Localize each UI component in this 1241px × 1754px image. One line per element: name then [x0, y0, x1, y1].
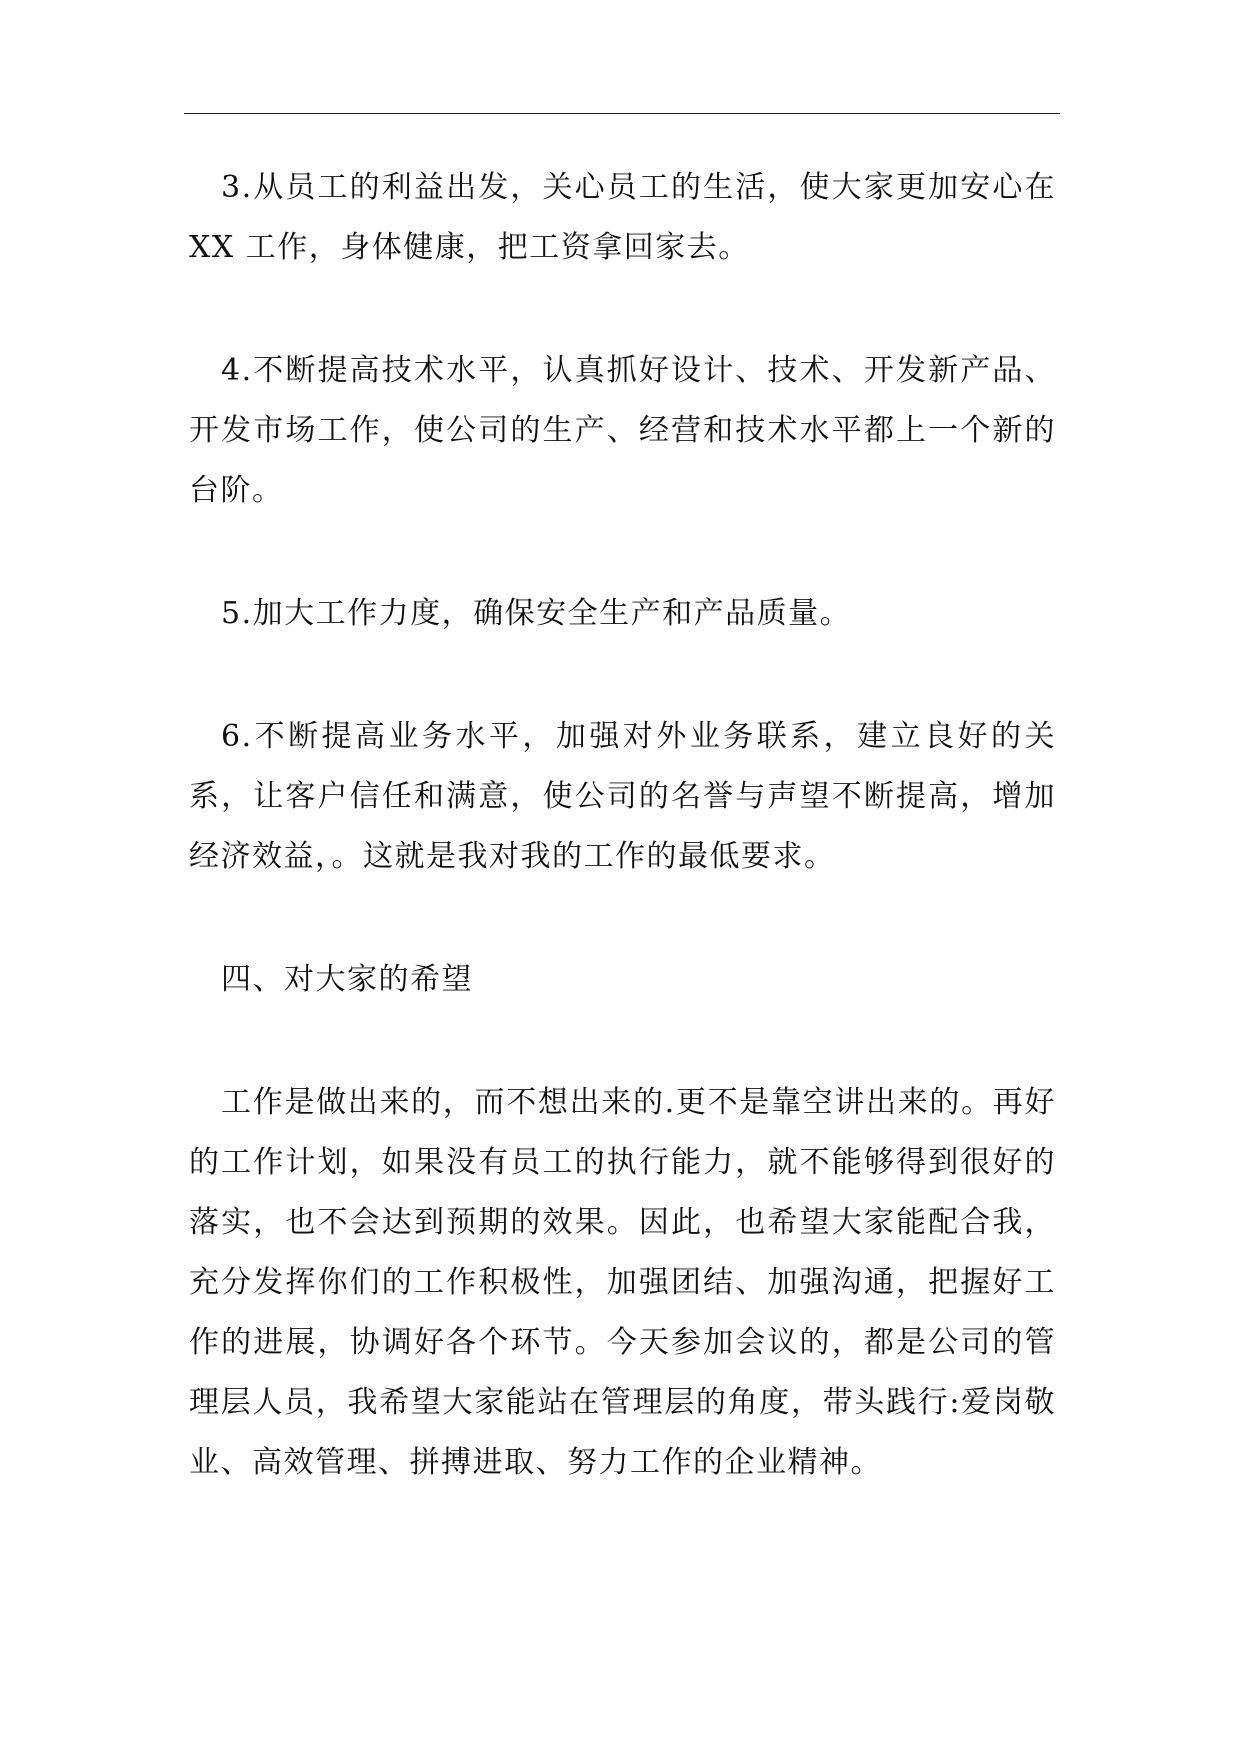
- header-rule: [184, 113, 1060, 114]
- paragraph-item-6: 6.不断提高业务水平，加强对外业务联系，建立良好的关系，让客户信任和满意，使公司的名誉与声望不断提高，增加经济效益，。这就是我对我的工作的最低要求。: [189, 719, 1056, 874]
- section-heading-expectations: 四、对大家的希望: [221, 962, 473, 997]
- paragraph-expectations-body: 工作是做出来的，而不想出来的.更不是靠空讲出来的。再好的工作计划，如果没有员工的执行能力，就不能够得到很好的落实，也不会达到预期的效果。因此，也希望大家能配合我，充分发挥你们的工作积极性，加强团结、加强沟通，把握好工作的进展，协调好各个环节。今天参加会议的，都是公司的管理层人员，我希望大家能站在管理层的角度，带头践行:爱岗敬业、高效管理、拼搏进取、努力工作的企业精神。: [189, 1085, 1056, 1480]
- paragraph-item-5: 5.加大工作力度，确保安全生产和产品质量。: [221, 596, 852, 631]
- paragraph-item-4: 4.不断提高技术水平，认真抓好设计、技术、开发新产品、开发市场工作，使公司的生产、经营和技术水平都上一个新的台阶。: [189, 353, 1056, 508]
- paragraph-item-3: 3.从员工的利益出发，关心员工的生活，使大家更加安心在 XX 工作，身体健康，把工资拿回家去。: [189, 170, 1068, 265]
- document-body: [189, 158, 1068, 1556]
